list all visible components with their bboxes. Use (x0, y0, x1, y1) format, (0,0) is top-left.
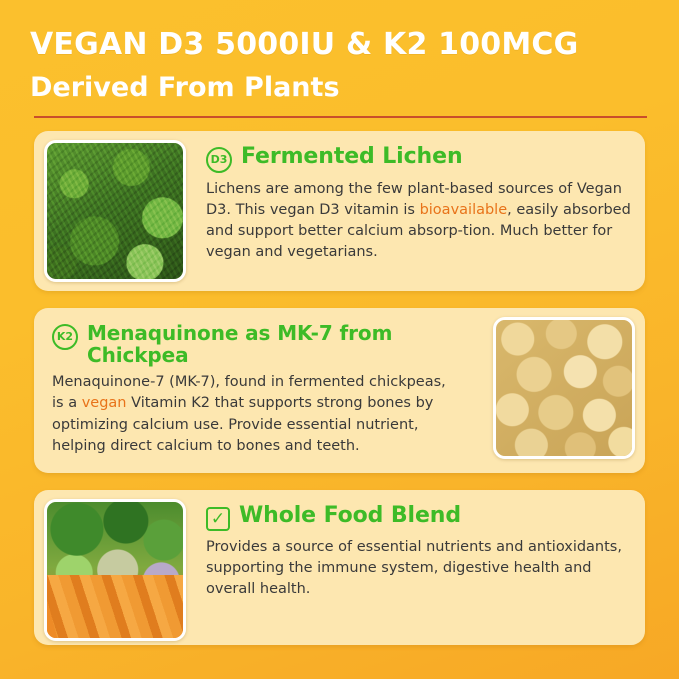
card-body-part2: , easily absorbed and support better calcium absorp-tion. Much better for vegan and vegetarians. (206, 201, 631, 260)
card-body-highlight: bioavailable (419, 201, 508, 218)
whole-food-vegetables-photo (44, 499, 186, 641)
card-body-part1: Lichens are among the few plant-based sources of Vegan D3. This vegan D3 vitamin is (206, 180, 622, 218)
card-body-highlight: vegan (81, 395, 127, 412)
card-title: Menaquinone as MK-7 from Chickpea (87, 320, 393, 368)
card-body (206, 537, 631, 600)
feature-card-menaquinone-mk7 (34, 308, 645, 473)
chickpeas-photo (493, 317, 635, 459)
k2-badge-icon: K2 (52, 324, 78, 350)
card-body-part1: Provides a source of essential nutrients and antioxidants, supporting the immune system, digestive health and overall health. (206, 538, 622, 597)
card-title: Fermented Lichen (241, 143, 463, 169)
fermented-lichen-photo (44, 140, 186, 282)
divider (34, 116, 647, 118)
card-header (206, 504, 631, 531)
page-subtitle: Derived From Plants (30, 72, 340, 103)
feature-card-whole-food-blend (34, 490, 645, 645)
page-title: VEGAN D3 5000IU & K2 100MCG (30, 27, 579, 62)
card-body-part2: Vitamin K2 that supports strong bones by optimizing calcium use. Provide essential nutrient, helping direct calcium to bones and teeth. (52, 395, 434, 454)
card-body (52, 372, 455, 456)
card-header (206, 145, 631, 173)
d3-badge-icon: D3 (206, 147, 232, 173)
feature-card-fermented-lichen (34, 131, 645, 291)
card-title: Whole Food Blend (239, 502, 461, 528)
card-header (52, 322, 455, 367)
card-body-part1: Menaquinone-7 (MK-7), found in fermented chickpeas, is a (52, 374, 446, 412)
check-icon: ✓ (206, 507, 230, 531)
card-body (206, 179, 631, 263)
